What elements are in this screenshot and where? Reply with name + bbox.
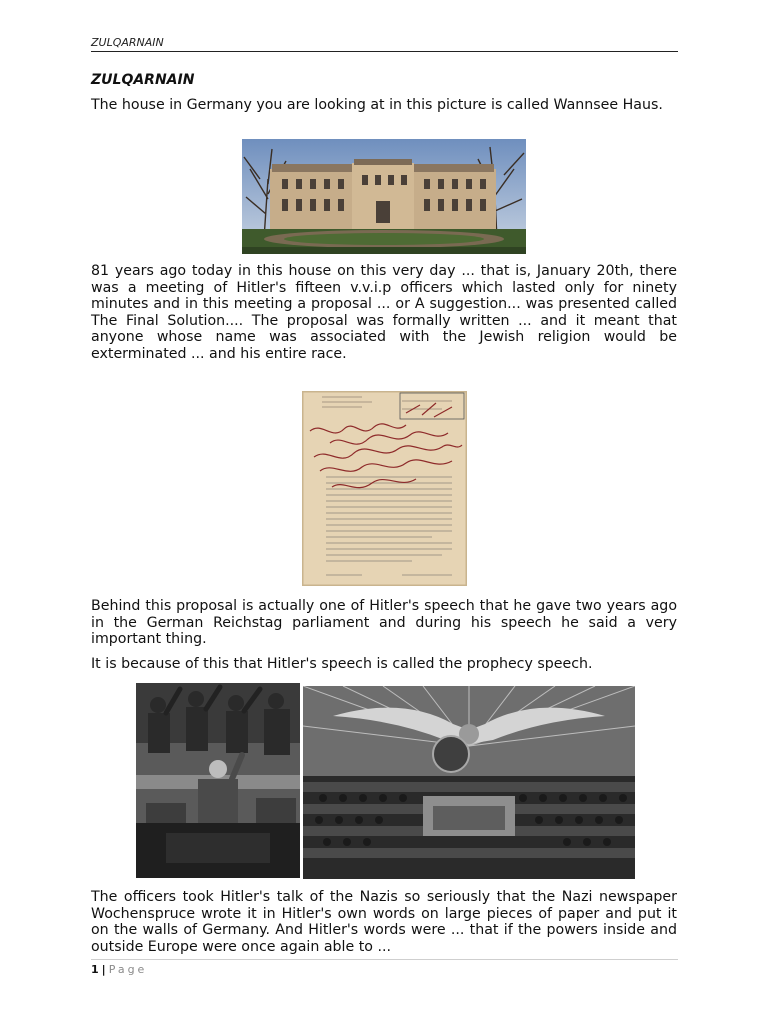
paragraph-5: The officers took Hitler's talk of the Nazis so seriously that the Nazi newspaper Wochenspruce wrote it in Hitler's own words on large pieces of paper and put it on the walls of Germany. And Hitler's words were ... that if the powers inside and outside Europe were once again able to ... [91,889,677,955]
paragraph-3: Behind this proposal is actually one of Hitler's speech that he gave two years ago in the German Reichstag parliament and during his speech he said a very important thing. [91,598,677,648]
paragraph-4: It is because of this that Hitler's speech is called the prophecy speech. [91,656,593,672]
page-label: Page [108,963,148,976]
running-header: ZULQARNAIN [91,36,678,52]
hitler-speech-photo [136,683,300,878]
footer-separator: | [101,963,106,976]
page-footer [91,959,678,976]
document-title: ZULQARNAIN [91,72,195,88]
paragraph-1: The house in Germany you are looking at in this picture is called Wannsee Haus. [91,97,663,113]
paragraph-2: 81 years ago today in this house on this very day ... that is, January 20th, there was a meeting of Hitler's fifteen v.v.i.p officers which lasted only for ninety minutes and in this meeting a proposal ... or A suggestion... was presented called The Final Solution.... The proposal was formally written ... and it meant that anyone whose name was associated with the Jewish religion would be exterminated ... and his entire race. [91,263,677,362]
page-number: 1 [91,963,99,976]
reichstag-hall-photo [303,686,635,879]
wannsee-house-photo [242,139,526,254]
final-solution-memo-photo [302,391,467,586]
